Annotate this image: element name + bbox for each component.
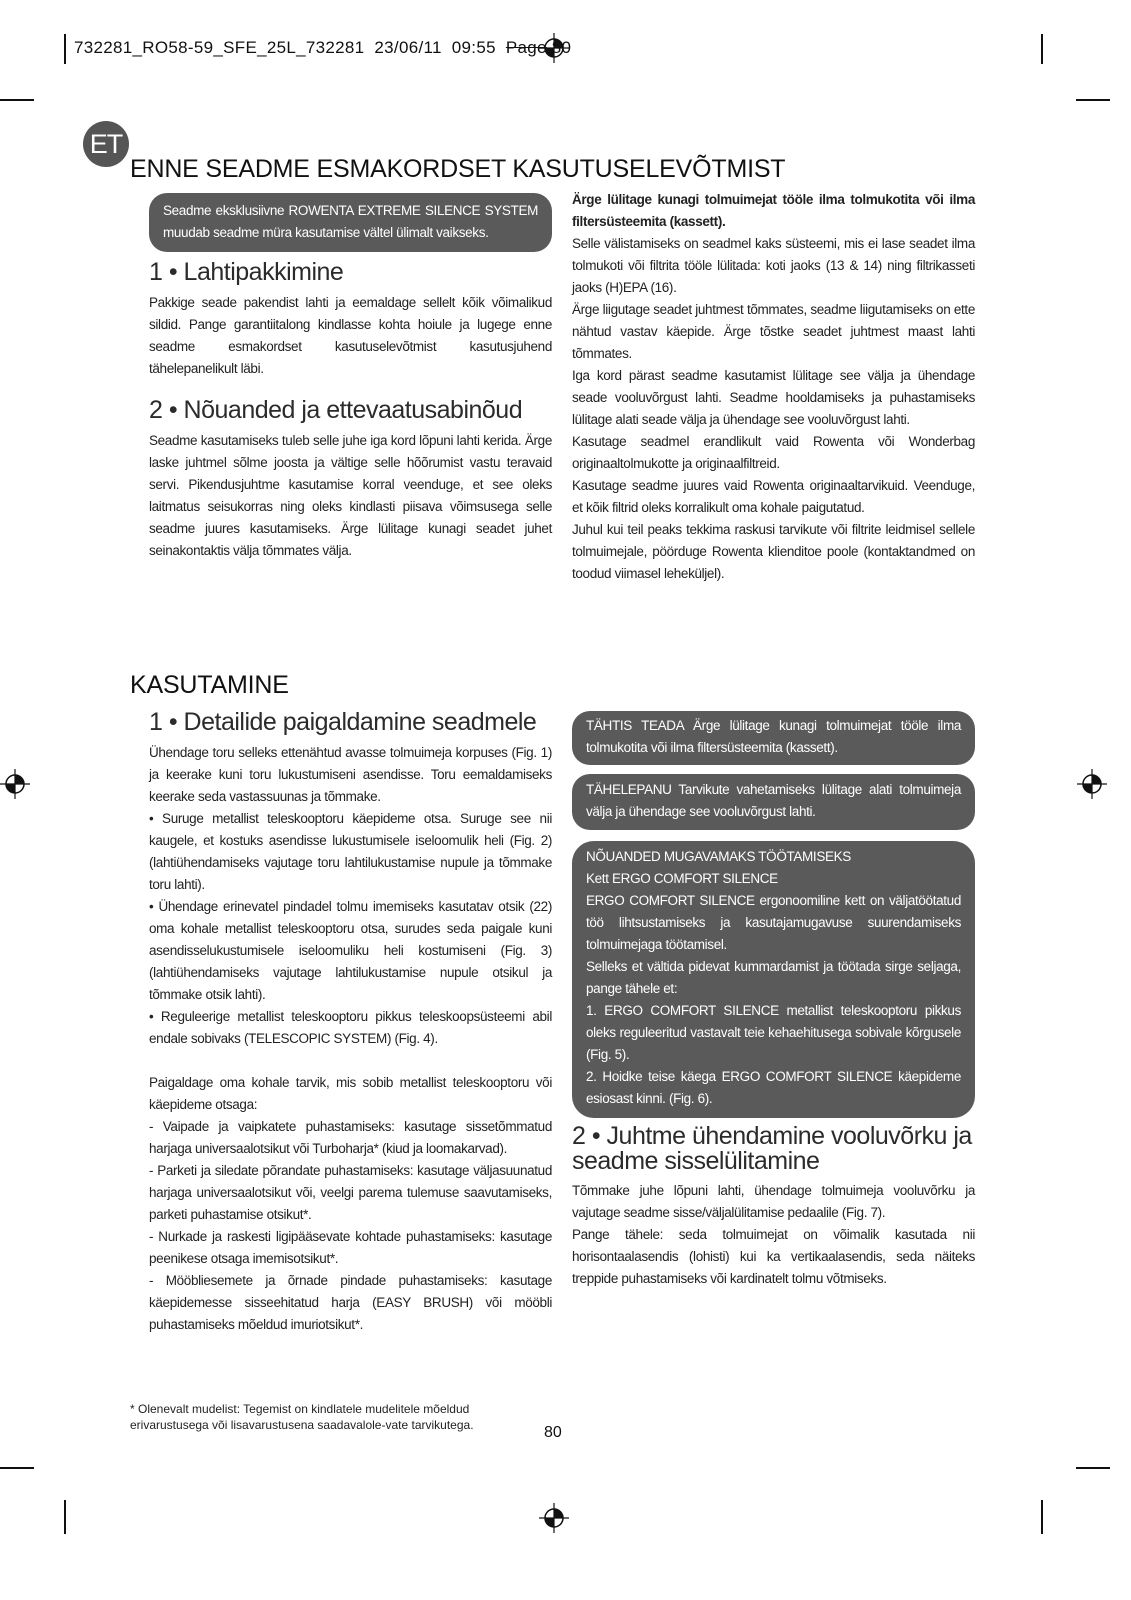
registration-target-icon <box>539 1503 569 1533</box>
power-connection-paragraph: Pange tähele: seda tolmuimejat on võimalik kasutada nii horisontaalasendis (lohisti) kui ka vertikaalasendis, seda näiteks treppide puhastamiseks või kardinatelt tolmu võtmiseks. <box>572 1227 975 1286</box>
comfort-tips-paragraph: 2. Hoidke teise käega ERGO COMFORT SILENCE käepideme esiosast kinni. (Fig. 6). <box>586 1069 961 1106</box>
attention-notice-text: TÄHELEPANU Tarvikute vahetamiseks lülitage alati tolmuimeja välja ja ühendage see vooluvõrgust lahti. <box>586 782 961 819</box>
intro-highlight-box <box>149 193 552 252</box>
heading-unpacking: 1 • Lahtipakkimine <box>149 258 344 286</box>
intro-highlight-text: Seadme eksklusiivne ROWENTA EXTREME SILENCE SYSTEM muudab seadme müra kasutamise vältel ülimalt vaikseks. <box>163 203 538 240</box>
crop-mark-bottom-right-vertical <box>1041 1500 1043 1534</box>
crop-mark-bottom-left-vertical <box>64 1500 66 1534</box>
crop-mark-bottom-left-horizontal <box>0 1467 34 1469</box>
unpacking-paragraph: Pakkige seade pakendist lahti ja eemaldage sellelt kõik võimalikud sildid. Pange garantiitalong kindlasse kohta hoiule ja lugege enne seadme esmakordset kasutuselevõtmist kasutusjuhend tähelepanelikult läbi. <box>149 295 552 376</box>
safety-paragraph: Iga kord pärast seadme kasutamist lülitage see välja ja ühendage seade vooluvõrgust lahti. Seadme hooldamiseks ja puhastamiseks lülitage alati seade välja ja ühendage see vooluvõrgust lahti. <box>572 368 975 427</box>
assembly-paragraph: • Suruge metallist teleskooptoru käepideme otsa. Suruge see nii kaugele, et kostuks asendisse lukustumisele iseloomulik heli (Fig. 2) (lahtiühendamiseks vajutage toru lahtilukustamise nupule ja tõmmake toru lahti). <box>149 811 552 892</box>
safety-paragraph: Kasutage seadme juures vaid Rowenta originaaltarvikuid. Veenduge, et kõik filtrid oleks korralikult oma kohale paigutatud. <box>572 478 975 515</box>
power-connection-paragraph: Tõmmake juhe lõpuni lahti, ühendage tolmuimeja vooluvõrku ja vajutage seadme sisse/väljalülitamise pedaalile (Fig. 7). <box>572 1183 975 1220</box>
heading-power-connection: 2 • Juhtme ühendamine vooluvõrku ja seadme sisselülitamine <box>572 1122 972 1175</box>
important-notice-box <box>572 711 975 765</box>
print-slug <box>74 38 571 58</box>
print-slug-struck: Page <box>505 38 547 57</box>
section-title-before-first-use: ENNE SEADME ESMAKORDSET KASUTUSELEVÕTMIST <box>130 155 786 183</box>
heading-assembly: 1 • Detailide paigaldamine seadmele <box>149 708 537 736</box>
heading-advice: 2 • Nõuanded ja ettevaatusabinõud <box>149 396 523 424</box>
advice-text <box>149 430 552 562</box>
comfort-tips-paragraph: Selleks et vältida pidevat kummardamist ja töötada sirge seljaga, pange tähele et: <box>586 959 961 996</box>
power-connection-text <box>572 1180 975 1290</box>
safety-paragraph: Selle välistamiseks on seadmel kaks süsteemi, mis ei lase seadet ilma tolmukoti või filtrita tööle lülitada: koti jaoks (13 & 14) ning filtrikasseti jaoks (H)EPA (16). <box>572 236 975 295</box>
assembly-paragraph: - Vaipade ja vaipkatete puhastamiseks: kasutage sissetõmmatud harjaga universaalotsikut või Turboharja* (kiud ja loomakarvad). <box>149 1119 552 1156</box>
advice-paragraph: Seadme kasutamiseks tuleb selle juhe iga kord lõpuni lahti kerida. Ärge laske juhtmel sõlme joosta ja vältige selle hõõrumist vastu teravaid servi. Pikendusjuhtme kasutamise korral veenduge, et see oleks laitmatus seisukorras ning oleks kindlasti piisava võimsusega selle seadme juures kasutamiseks. Ärge lülitage kunagi seadet juhet seinakontaktis välja tõmmates välja. <box>149 433 552 558</box>
print-slug-suffix: 80 <box>546 38 572 57</box>
safety-paragraph: Ärge liigutage seadet juhtmest tõmmates, seadme liigutamiseks on ette nähtud vastav käepide. Ärge tõstke seadet juhtmest maast lahti tõmmates. <box>572 302 975 361</box>
safety-warning-bold: Ärge lülitage kunagi tolmuimejat tööle ilma tolmukotita või ilma filtersüsteemita (kassett). <box>572 192 975 229</box>
comfort-tips-title: NÕUANDED MUGAVAMAKS TÖÖTAMISEKS <box>586 849 851 864</box>
assembly-paragraph: • Ühendage erinevatel pindadel tolmu imemiseks kasutatav otsik (22) oma kohale metallist teleskooptoru otsa, surudes seda paigale kuni asendisselukustumisele iseloomuliku heli kostumiseni (Fig. 3) (lahtiühendamiseks vajutage lahtilukustamise nupule otsikul ja tõmmake otsik lahti). <box>149 899 552 1002</box>
assembly-spacer <box>149 1050 552 1072</box>
comfort-tips-paragraph: ERGO COMFORT SILENCE ergonoomiline kett on väljatöötatud töö lihtsustamiseks ja kasutajamugavuse suurendamiseks tolmuimejaga töötamisel. <box>586 893 961 952</box>
assembly-paragraph: Paigaldage oma kohale tarvik, mis sobib metallist teleskooptoru või käepideme otsaga: <box>149 1075 552 1112</box>
assembly-paragraph: - Parketi ja siledate põrandate puhastamiseks: kasutage väljasuunatud harjaga universaalotsikut või, veelgi parema tulemuse saavutamiseks, parketi puhastamise otsikut*. <box>149 1163 552 1222</box>
safety-column <box>572 189 975 585</box>
registration-target-icon <box>1077 769 1107 799</box>
crop-mark-top-left-horizontal <box>0 99 34 101</box>
crop-mark-top-right-horizontal <box>1076 99 1110 101</box>
crop-mark-bottom-right-horizontal <box>1076 1467 1110 1469</box>
comfort-tips-subtitle: Kett ERGO COMFORT SILENCE <box>586 871 778 886</box>
unpacking-text <box>149 292 552 380</box>
language-badge: ET <box>83 121 129 167</box>
crop-mark-top-right-vertical <box>1041 34 1043 64</box>
section-title-usage: KASUTAMINE <box>130 671 289 699</box>
crop-mark-top-left-vertical <box>64 34 66 64</box>
assembly-paragraph: - Mööbliesemete ja õrnade pindade puhastamiseks: kasutage käepidemesse sisseehitatud harja (EASY BRUSH) või mööbli puhastamiseks mõeldud imuriotsikut*. <box>149 1273 552 1332</box>
print-slug-prefix: 732281_RO58-59_SFE_25L_732281 23/06/11 09:55 <box>74 38 506 57</box>
attention-notice-box <box>572 774 975 830</box>
important-notice-text: TÄHTIS TEADA Ärge lülitage kunagi tolmuimejat tööle ilma tolmukotita või ilma filtersüsteemita (kassett). <box>586 718 961 755</box>
assembly-text <box>149 742 552 1336</box>
footnote: * Olenevalt mudelist: Tegemist on kindlatele mudelitele mõeldud erivarustusega või lisavarustusena saadavalole-vate tarvikutega. <box>130 1402 474 1432</box>
assembly-paragraph: - Nurkade ja raskesti ligipääsevate kohtade puhastamiseks: kasutage peenikese otsaga imemisotsikut*. <box>149 1229 552 1266</box>
assembly-paragraph: Ühendage toru selleks ettenähtud avasse tolmuimeja korpuses (Fig. 1) ja keerake kuni toru lukustumiseni asendisse. Toru eemaldamiseks keerake seda vastassuunas ja tõmmake. <box>149 745 552 804</box>
registration-target-icon <box>0 769 30 799</box>
assembly-paragraph: • Reguleerige metallist teleskooptoru pikkus teleskoopsüsteemi abil endale sobivaks (TELESCOPIC SYSTEM) (Fig. 4). <box>149 1009 552 1046</box>
safety-paragraph: Juhul kui teil peaks tekkima raskusi tarvikute või filtrite leidmisel sellele tolmuimejale, pöörduge Rowenta klienditoe poole (kontaktandmed on toodud viimasel leheküljel). <box>572 522 975 581</box>
page-number: 80 <box>544 1424 562 1441</box>
comfort-tips-paragraph: 1. ERGO COMFORT SILENCE metallist teleskooptoru pikkus oleks reguleeritud vastavalt teie kehaehitusega sobivale kõrgusele (Fig. 5). <box>586 1003 961 1062</box>
safety-paragraph: Kasutage seadmel erandlikult vaid Rowenta või Wonderbag originaaltolmukotte ja originaalfiltreid. <box>572 434 975 471</box>
comfort-tips-box <box>572 841 975 1118</box>
